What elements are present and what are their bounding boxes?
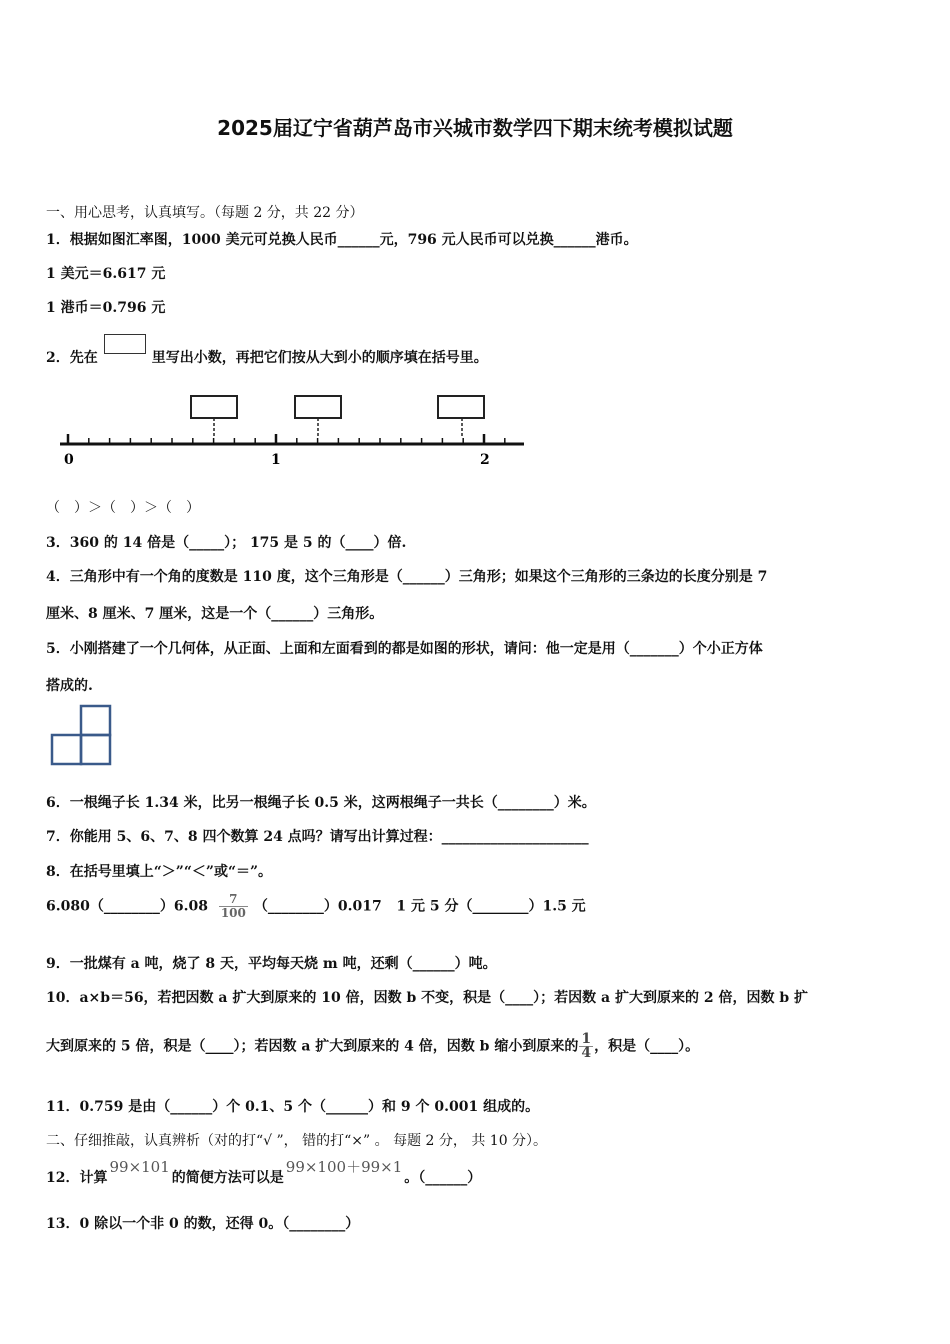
question-9: 9．一批煤有 a 吨，烧了 8 天，平均每天烧 m 吨，还剩（______）吨。 — [46, 956, 497, 972]
question-5-line-1: 5．小刚搭建了一个几何体，从正面、上面和左面看到的都是如图的形状，请问：他一定是用（_______）个小正方体 — [46, 641, 763, 657]
tick-label-0: 0 — [64, 452, 74, 468]
question-2-prefix: 2．先在 — [46, 350, 98, 366]
tick-label-1: 1 — [271, 452, 281, 468]
cube-view-figure — [50, 704, 114, 766]
q8-item-a: 6.080（________）6.08 — [46, 898, 208, 915]
blank-box-icon — [104, 334, 146, 354]
question-1: 1．根据如图汇率图，1000 美元可兑换人民币______元，796 元人民币可以兑换______港币。 — [46, 232, 638, 248]
question-12 — [46, 1158, 482, 1187]
q12-middle: 的简便方法可以是 — [171, 1170, 284, 1186]
question-4-line-2: 厘米、8 厘米、7 厘米，这是一个（______）三角形。 — [46, 606, 384, 622]
number-line-figure — [58, 392, 538, 472]
q10-line-2-suffix: ，积是（____）。 — [594, 1038, 700, 1055]
question-3: 3．360 的 14 倍是（_____）； 175 是 5 的（____）倍. — [46, 535, 407, 551]
q12-expression-2: 99×100＋99×1 — [285, 1158, 403, 1176]
q12-suffix: 。（______） — [404, 1170, 482, 1186]
fraction-7-100: $\frac{7}{100}$ — [220, 892, 246, 920]
question-13: 13．0 除以一个非 0 的数，还得 0。（________） — [46, 1216, 360, 1232]
tick-label-2: 2 — [480, 452, 490, 468]
exchange-rate-usd: 1 美元＝6.617 元 — [46, 266, 166, 282]
question-4-line-1: 4．三角形中有一个角的度数是 110 度，这个三角形是（______）三角形；如果这个三角形的三条边的长度分别是 7 — [46, 569, 768, 585]
question-2-suffix: 里写出小数，再把它们按从大到小的顺序填在括号里。 — [151, 350, 488, 366]
answer-box — [191, 396, 237, 418]
answer-box — [295, 396, 341, 418]
question-8-items — [46, 893, 586, 920]
exchange-rate-hkd: 1 港币＝0.796 元 — [46, 300, 166, 316]
question-5-line-2: 搭成的. — [46, 678, 93, 694]
question-6: 6．一根绳子长 1.34 米，比另一根绳子长 0.5 米，这两根绳子一共长（________）米。 — [46, 795, 596, 811]
section-1-heading: 一、用心思考，认真填写。（每题 2 分，共 22 分） — [46, 205, 364, 221]
q12-expression-1: 99×101 — [109, 1158, 170, 1176]
question-7: 7．你能用 5、6、7、8 四个数算 24 点吗？请写出计算过程：_____________________ — [46, 829, 589, 845]
question-2-order: （ ）＞（ ）＞（ ） — [46, 500, 200, 516]
question-2 — [46, 344, 488, 367]
answer-box — [438, 396, 484, 418]
question-10-line-2 — [46, 1033, 699, 1060]
question-8: 8．在括号里填上“＞”“＜”或“＝”。 — [46, 864, 273, 880]
question-11: 11．0.759 是由（______）个 0.1、5 个（______）和 9 个 0.001 组成的。 — [46, 1099, 540, 1115]
page-title: 2025届辽宁省葫芦岛市兴城市数学四下期末统考模拟试题 — [217, 116, 733, 140]
q12-prefix: 12．计算 — [46, 1170, 108, 1186]
q10-line-2-prefix: 大到原来的 5 倍，积是（____）；若因数 a 扩大到原来的 4 倍，因数 b 缩小到原来的 — [46, 1038, 579, 1055]
section-2-heading: 二、仔细推敲，认真辨析（对的打“√ ”， 错的打“×” 。 每题 2 分， 共 10 分）。 — [46, 1133, 548, 1149]
q8-item-b: （________）0.017 — [253, 898, 382, 915]
q8-item-c: 1 元 5 分（________）1.5 元 — [396, 898, 586, 915]
fraction-1-4: $\frac{1}{4}$ — [581, 1031, 592, 1061]
question-10-line-1: 10．a×b＝56，若把因数 a 扩大到原来的 10 倍，因数 b 不变，积是（____）；若因数 a 扩大到原来的 2 倍，因数 b 扩 — [46, 990, 808, 1006]
